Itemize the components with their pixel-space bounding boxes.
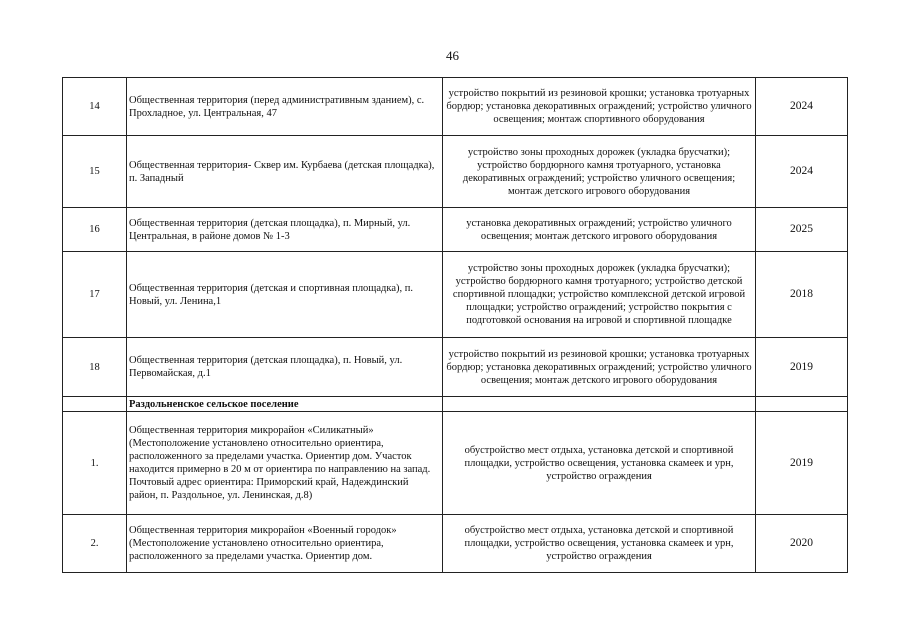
territory-cell: Общественная территория микрорайон «Силикатный» (Местоположение установлено относительно ориентира, расположенного за пределами участка. Ориентир дом. Участок находится примерно в 20 м от ориентира по направлению на запад. Почтовый адрес ориентира: Приморский край, Надеждинский район, п. Раздольное, ул. Ленинская, д.8)	[127, 412, 443, 515]
page-number: 46	[446, 48, 459, 63]
year-cell: 2020	[756, 515, 848, 573]
works-cell: устройство покрытий из резиновой крошки; установка тротуарных бордюр; установка декоративных ограждений; устройство уличного освещения; монтаж спортивного оборудования	[443, 78, 756, 136]
year-cell: 2024	[756, 136, 848, 208]
works-cell: обустройство мест отдыха, установка детской и спортивной площадки, устройство освещения, установка скамеек и урн, устройство ограждения	[443, 412, 756, 515]
table-row	[63, 78, 848, 136]
year-cell: 2018	[756, 252, 848, 338]
year-cell: 2025	[756, 208, 848, 252]
row-number: 2.	[63, 515, 127, 573]
territory-cell: Общественная территория (детская площадка), п. Мирный, ул. Центральная, в районе домов № 1-3	[127, 208, 443, 252]
table-row	[63, 338, 848, 397]
table-row	[63, 136, 848, 208]
works-cell: установка декоративных ограждений; устройство уличного освещения; монтаж детского игрового оборудования	[443, 208, 756, 252]
territory-cell: Общественная территория (перед административным зданием), с. Прохладное, ул. Центральная, 47	[127, 78, 443, 136]
year-cell: 2019	[756, 338, 848, 397]
territory-cell: Общественная территория- Сквер им. Курбаева (детская площадка), п. Западный	[127, 136, 443, 208]
table-row	[63, 208, 848, 252]
territory-cell: Общественная территория микрорайон «Военный городок» (Местоположение установлено относительно ориентира, расположенного за пределами участка. Ориентир дом.	[127, 515, 443, 573]
improvement-table	[62, 77, 848, 573]
works-cell: устройство зоны проходных дорожек (укладка брусчатки); устройство бордюрного камня тротуарного, установка декоративных ограждений; устройство уличного освещения; монтаж детского игрового оборудования	[443, 136, 756, 208]
table-row	[63, 515, 848, 573]
section-title: Раздольненское сельское поселение	[127, 397, 443, 412]
works-cell: устройство покрытий из резиновой крошки; установка тротуарных бордюр; установка декоративных ограждений; устройство уличного освещения; монтаж детского игрового оборудования	[443, 338, 756, 397]
empty-cell	[443, 397, 756, 412]
section-row	[63, 397, 848, 412]
row-number: 18	[63, 338, 127, 397]
row-number: 15	[63, 136, 127, 208]
empty-cell	[63, 397, 127, 412]
year-cell: 2024	[756, 78, 848, 136]
table-row	[63, 412, 848, 515]
row-number: 1.	[63, 412, 127, 515]
table-row	[63, 252, 848, 338]
row-number: 16	[63, 208, 127, 252]
row-number: 17	[63, 252, 127, 338]
territory-cell: Общественная территория (детская площадка), п. Новый, ул. Первомайская, д.1	[127, 338, 443, 397]
territory-cell: Общественная территория (детская и спортивная площадка), п. Новый, ул. Ленина,1	[127, 252, 443, 338]
empty-cell	[756, 397, 848, 412]
row-number: 14	[63, 78, 127, 136]
works-cell: устройство зоны проходных дорожек (укладка брусчатки); устройство бордюрного камня тротуарного; устройство детской спортивной площадки; устройство комплексной детской игровой площадки; устройство ограждений; устройство покрытия с подготовкой основания на игровой и спортивной площадке	[443, 252, 756, 338]
year-cell: 2019	[756, 412, 848, 515]
works-cell: обустройство мест отдыха, установка детской и спортивной площадки, устройство освещения, установка скамеек и урн, устройство ограждения	[443, 515, 756, 573]
